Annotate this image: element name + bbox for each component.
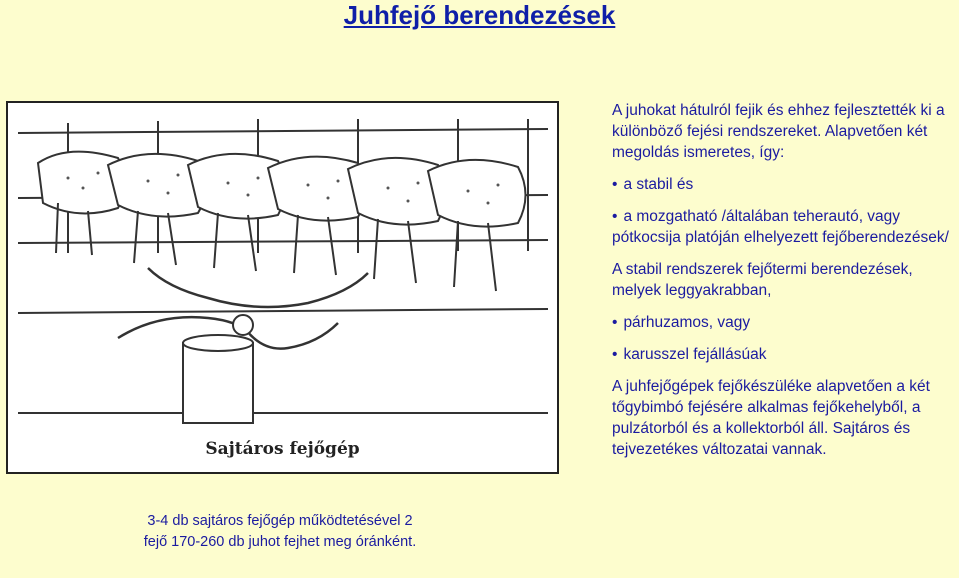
bullet-stable-text: a stabil és [623,176,694,193]
sheep-milking-drawing [8,103,557,472]
figure-description-line-2: fejő 170-260 db juhot fejhet meg óránként. [143,534,417,550]
bullet-mobile-text: a mozgatható /általában teherautó, vagy pótkocsija platóján elhelyezett fejőberendezések/ [612,208,949,246]
page-title: Juhfejő berendezések [343,0,616,30]
milking-machine-illustration [6,101,559,474]
intro-paragraph: A juhokat hátulról fejik és ehhez fejlesztették ki a különböző fejési rendszereket. Alapvetően két megoldás ismeretes, így: [612,102,945,161]
bullet-carousel [612,344,957,365]
figure-description [80,511,480,553]
milking-unit-paragraph: A juhfejőgépek fejőkészüléke alapvetően a két tőgybimbó fejésére alkalmas fejőkehelyből, a pulzátorból és a kollektorból áll. Sajtáros és tejvezetékes változatai vannak. [612,378,930,458]
bullet-parallel-text: párhuzamos, vagy [623,314,751,331]
figure-description-line-1: 3-4 db sajtáros fejőgép működtetésével 2 [147,513,413,529]
bullet-stable [612,174,957,195]
figure-caption: Sajtáros fejőgép [205,439,360,459]
bullet-carousel-text: karusszel fejállásúak [623,346,767,363]
bullet-parallel [612,312,957,333]
bullet-mobile [612,206,957,248]
description-text [612,100,957,460]
stable-systems-paragraph: A stabil rendszerek fejőtermi berendezések, melyek leggyakrabban, [612,261,913,299]
